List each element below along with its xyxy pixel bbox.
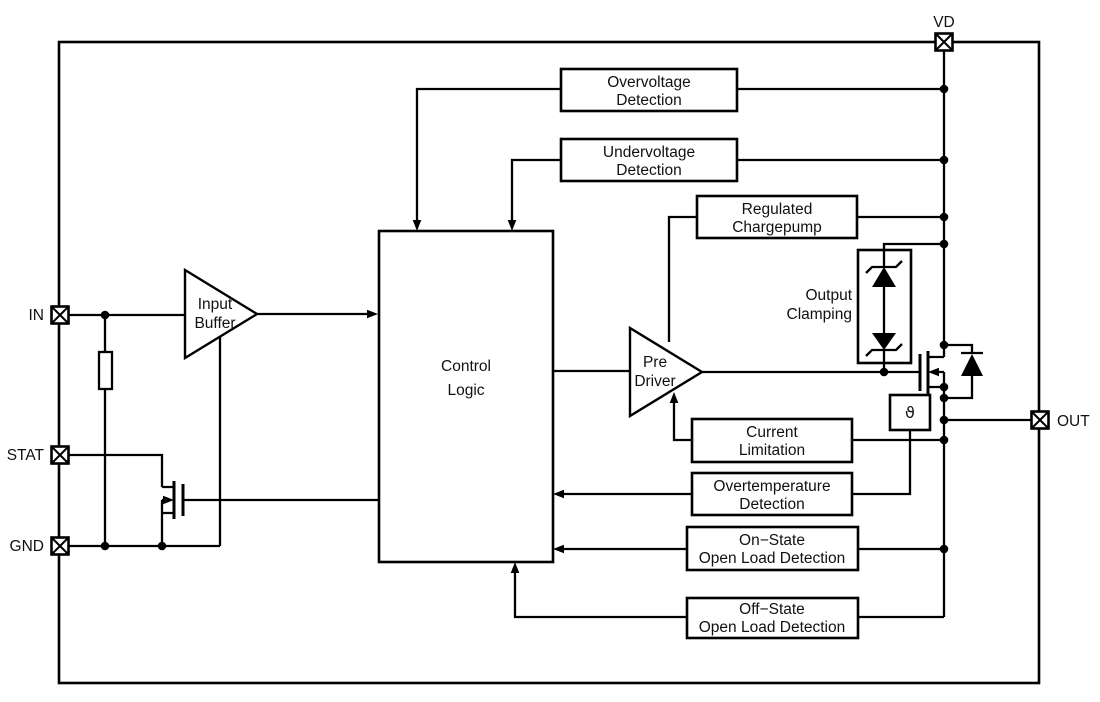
- junction-dot: [940, 436, 949, 445]
- pin-gnd: [10, 538, 69, 556]
- junction-dot: [158, 542, 167, 551]
- wire-chargepump-to-predriver: [669, 217, 697, 342]
- pin-in-label: IN: [28, 307, 44, 324]
- overtemperature-label-line1: Overtemperature: [713, 478, 831, 495]
- wire-currentlimit-to-predriver: [674, 402, 692, 440]
- arrowhead-icon: [413, 220, 422, 231]
- pin-vd: [933, 14, 955, 51]
- mosfet-contacts: [162, 487, 174, 546]
- chargepump-label-line2: Chargepump: [732, 219, 822, 236]
- pin-out-label: OUT: [1057, 413, 1090, 430]
- on-state-label-line2: Open Load Detection: [698, 550, 846, 567]
- pre-driver-label-line2: Driver: [634, 373, 676, 390]
- body-diode: [961, 353, 983, 376]
- junction-dot: [101, 311, 110, 320]
- wire-stat-to-mosfet: [68, 455, 162, 487]
- pre-driver-label-line1: Pre: [642, 354, 668, 371]
- undervoltage-label-line2: Detection: [616, 162, 682, 179]
- current-limitation-label-line1: Current: [746, 424, 798, 441]
- junction-dot: [940, 341, 949, 350]
- input-buffer-label-line2: Buffer: [194, 315, 236, 332]
- chargepump-label-line1: Regulated: [741, 201, 813, 218]
- arrowhead-icon: [553, 490, 564, 499]
- junction-dot: [940, 416, 949, 425]
- output-clamping-label-line1: Output: [805, 287, 852, 304]
- junction-dot: [940, 213, 949, 222]
- junction-dot: [101, 542, 110, 551]
- pin-out: [1032, 412, 1091, 431]
- control-logic-label-line1: Control: [441, 358, 491, 375]
- junction-dot: [880, 368, 889, 377]
- pin-gnd-label: GND: [9, 538, 44, 555]
- arrowhead-icon: [670, 392, 679, 403]
- junction-dot: [940, 394, 949, 403]
- wire-overvoltage-to-control: [417, 89, 561, 222]
- current-limitation-label-line2: Limitation: [738, 442, 806, 459]
- overvoltage-label-line2: Detection: [616, 92, 682, 109]
- arrowhead-icon: [367, 310, 378, 319]
- resistor-symbol: [99, 352, 112, 389]
- arrowhead-icon: [511, 562, 520, 573]
- arrowhead-icon: [553, 545, 564, 554]
- wire-undervoltage-to-control: [512, 160, 561, 222]
- pin-stat-label: STAT: [6, 447, 44, 464]
- output-clamping-label-line2: Clamping: [786, 306, 852, 323]
- diode-triangle-icon: [961, 354, 983, 376]
- pre-driver-triangle: [630, 328, 702, 416]
- junction-dot: [940, 240, 949, 249]
- control-logic-label-line2: Logic: [447, 382, 485, 399]
- input-buffer-label-line1: Input: [197, 296, 233, 313]
- undervoltage-label-line1: Undervoltage: [602, 144, 696, 161]
- junction-dot: [940, 545, 949, 554]
- overvoltage-label-line1: Overvoltage: [607, 74, 691, 91]
- off-state-label-line1: Off−State: [739, 601, 805, 618]
- junction-dot: [940, 85, 949, 94]
- off-state-label-line2: Open Load Detection: [698, 619, 846, 636]
- body-arrow-icon: [163, 496, 174, 505]
- body-arrow-icon: [928, 368, 939, 377]
- junction-dot: [940, 383, 949, 392]
- pin-in: [29, 307, 69, 325]
- pin-vd-label: VD: [933, 14, 955, 31]
- temp-sensor-symbol: ϑ: [905, 403, 915, 422]
- arrowhead-icon: [508, 220, 517, 231]
- overtemperature-label-line2: Detection: [739, 496, 805, 513]
- pin-stat: [7, 447, 69, 465]
- on-state-label-line1: On−State: [739, 532, 805, 549]
- junction-dot: [940, 156, 949, 165]
- status-mosfet: [162, 481, 183, 546]
